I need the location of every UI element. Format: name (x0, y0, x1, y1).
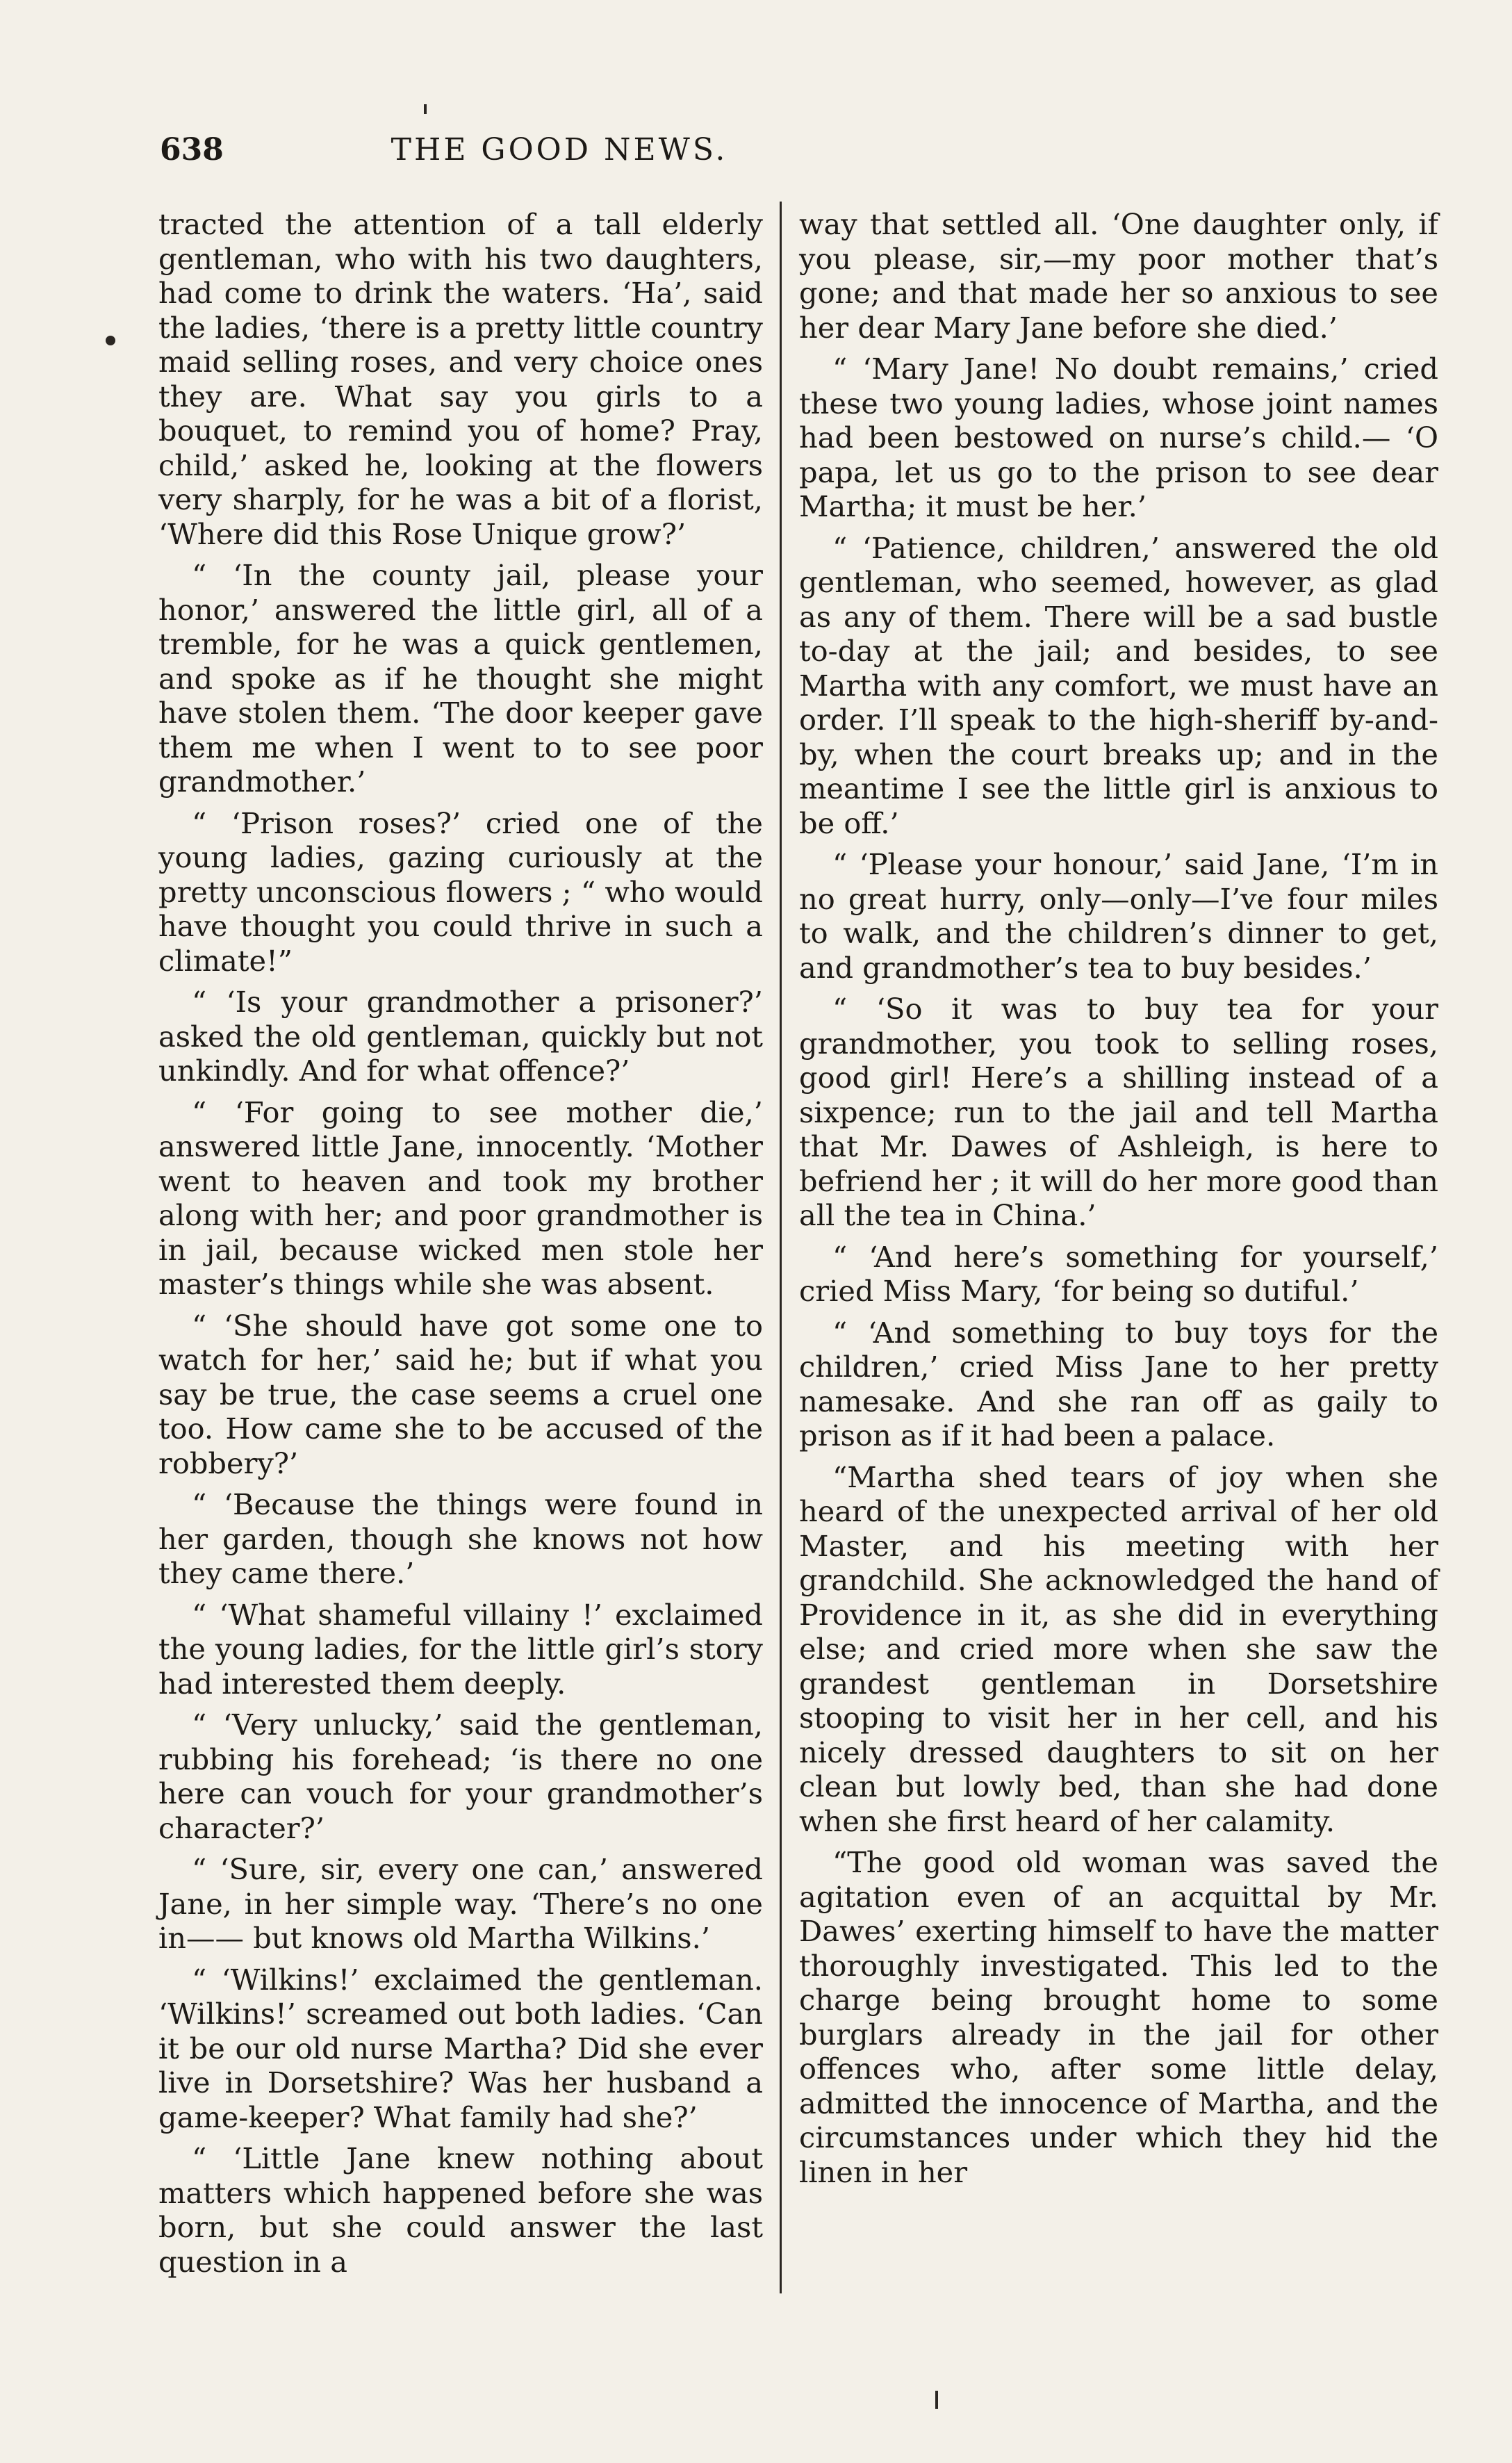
paragraph: “The good old woman was saved the agitation even of an acquittal by Mr. Dawes’ exerting himself to have the matter thoroughly investigated. This led to the charge being brought home to some burglars already in the jail for other offences who, after some little delay, admitted the innocence of Martha, and the circumstances under which they hid the linen in her (799, 1845, 1438, 2189)
paragraph: “ ‘Mary Jane! No doubt remains,’ cried these two young ladies, whose joint names had been bestowed on nurse’s child.— ‘O papa, let us go to the prison to see dear Martha; it must be her.’ (799, 352, 1438, 523)
paragraph: “ ‘Sure, sir, every one can,’ answered Jane, in her simple way. ‘There’s no one in—— but knows old Martha Wilkins.’ (158, 1852, 763, 1955)
paragraph: “ ‘Is your grandmother a prisoner?’ asked the old gentleman, quickly but not unkindly. And for what offence?’ (158, 985, 763, 1088)
paragraph: “Martha shed tears of joy when she heard of the unexpected arrival of her old Master, and his meeting with her grandchild. She acknowledged the hand of Providence in it, as she did in everything else; and cried more when she saw the grandest gentleman in Dorsetshire stooping to visit her in her cell, and his nicely dressed daughters to sit on her clean but lowly bed, than she had done when she first heard of her calamity. (799, 1459, 1438, 1838)
paragraph: “ ‘Prison roses?’ cried one of the young ladies, gazing curiously at the pretty unconscious flowers ; “ who would have thought you could thrive in such a climate!” (158, 805, 763, 978)
paragraph: “ ‘Patience, children,’ answered the old gentleman, who seemed, however, as glad as any of them. There will be a sad bustle to-day at the jail; and besides, to see Martha with any comfort, we must have an order. I’ll speak to the high-sheriff by-and-by, when the court breaks up; and in the meantime I see the little girl is anxious to be off.’ (799, 530, 1438, 840)
page-number: 638 (160, 132, 224, 167)
paragraph: “ ‘Please your honour,’ said Jane, ‘I’m in no great hurry, only—only—I’ve four miles to walk, and the children’s dinner to get, and grandmother’s tea to buy besides.’ (799, 847, 1438, 985)
ink-speck (424, 104, 427, 114)
paragraph: “ ‘What shameful villainy !’ exclaimed the young ladies, for the little girl’s story had interested them deeply. (158, 1597, 763, 1701)
left-column (158, 207, 763, 2292)
paragraph: “ ‘Little Jane knew nothing about matters which happened before she was born, but she could answer the last question in a (158, 2141, 763, 2279)
paragraph: “ ‘In the county jail, please your honor,’ answered the little girl, all of a tremble, for he was a quick gentlemen, and spoke as if he thought she might have stolen them. ‘The door keeper gave them me when I went to to see poor grandmother.’ (158, 558, 763, 799)
ink-speck (935, 2391, 938, 2409)
column-divider (780, 202, 782, 2293)
paragraph: “ ‘Wilkins!’ exclaimed the gentleman. ‘Wilkins!’ screamed out both ladies. ‘Can it be our old nurse Martha? Did she ever live in Dorsetshire? Was her husband a game-keeper? What family had she?’ (158, 1962, 763, 2134)
paragraph: “ ‘Because the things were found in her garden, though she knows not how they came there.’ (158, 1487, 763, 1590)
paragraph: “ ‘Very unlucky,’ said the gentleman, rubbing his forehead; ‘is there no one here can vouch for your grandmother’s character?’ (158, 1708, 763, 1845)
paragraph: tracted the attention of a tall elderly gentleman, who with his two daughters, had come to drink the waters. ‘Ha’, said the ladies, ‘there is a pretty little country maid selling roses, and very choice ones they are. What say you girls to a bouquet, to remind you of home? Pray, child,’ asked he, looking at the flowers very sharply, for he was a bit of a florist, ‘Where did this Rose Unique grow?’ (158, 207, 763, 551)
right-column (799, 207, 1438, 2292)
paragraph: “ ‘She should have got some one to watch for her,’ said he; but if what you say be true, the case seems a cruel one too. How came she to be accused of the robbery?’ (158, 1308, 763, 1480)
page-header (160, 132, 959, 181)
running-title: THE GOOD NEWS. (391, 132, 728, 167)
paragraph: “ ‘So it was to buy tea for your grandmother, you took to selling roses, good girl! Here’s a shilling instead of a sixpence; run to the jail and tell Martha that Mr. Dawes of Ashleigh, is here to befriend her ; it will do her more good than all the tea in China.’ (799, 992, 1438, 1232)
paragraph: way that settled all. ‘One daughter only, if you please, sir,—my poor mother that’s gone; and that made her so anxious to see her dear Mary Jane before she died.’ (799, 207, 1438, 345)
paragraph: “ ‘And something to buy toys for the children,’ cried Miss Jane to her pretty namesake. And she ran off as gaily to prison as if it had been a palace. (799, 1315, 1438, 1453)
paragraph: “ ‘And here’s something for yourself,’ cried Miss Mary, ‘for being so dutiful.’ (799, 1239, 1438, 1308)
paragraph: “ ‘For going to see mother die,’ answered little Jane, innocently. ‘Mother went to heaven and took my brother along with her; and poor grandmother is in jail, because wicked men stole her master’s things while she was absent. (158, 1095, 763, 1301)
margin-bullet-mark (106, 336, 115, 345)
